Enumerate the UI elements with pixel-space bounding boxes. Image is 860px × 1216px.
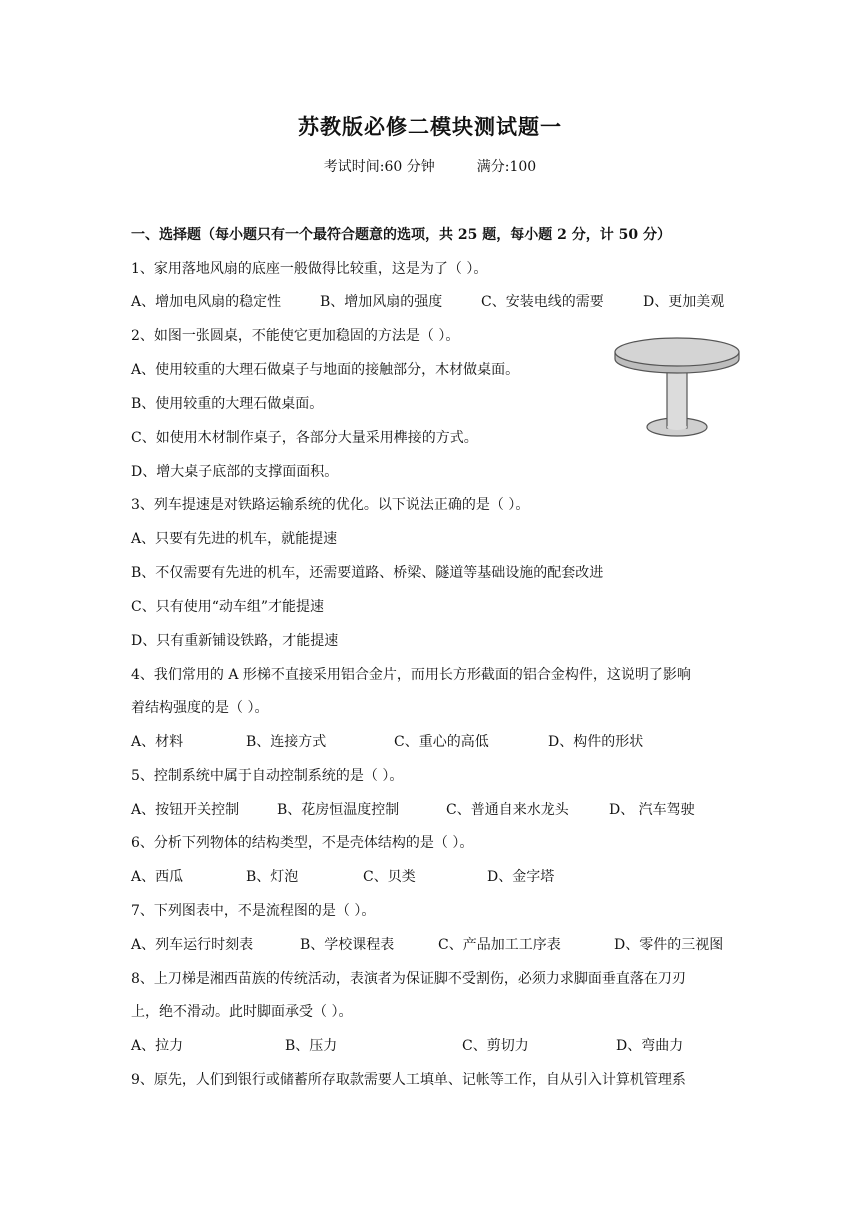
question-4-stem-line-2: 着结构强度的是（ ）。 [131, 700, 269, 716]
question-4-stem-line-1: 4、我们常用的 A 形梯不直接采用铝合金片，而用长方形截面的铝合金构件，这说明了影响 [131, 667, 691, 683]
question-7-option-c: C、产品加工工序表 [438, 937, 561, 953]
question-8-option-b: B、压力 [285, 1038, 338, 1054]
question-7-option-d: D、零件的三视图 [614, 937, 724, 953]
question-3-option-b: B、不仅需要有先进的机车，还需要道路、桥梁、隧道等基础设施的配套改进 [131, 565, 604, 581]
page-title: 苏教版必修二模块测试题一 [298, 114, 562, 139]
question-2-option-a: A、使用较重的大理石做桌子与地面的接触部分，木材做桌面。 [131, 362, 520, 378]
question-1-stem: 1、家用落地风扇的底座一般做得比较重，这是为了（ ）。 [131, 261, 488, 277]
question-1-option-d: D、更加美观 [643, 294, 725, 310]
question-5-stem: 5、控制系统中属于自动控制系统的是（ ）。 [131, 768, 404, 784]
table-top [615, 338, 739, 366]
question-8-option-a: A、拉力 [131, 1038, 184, 1054]
exam-info [0, 157, 860, 177]
exam-time: 考试时间:60 分钟 [323, 159, 435, 175]
round-table-icon [612, 332, 742, 442]
question-5-option-a: A、按钮开关控制 [131, 802, 240, 818]
question-1-option-c: C、安装电线的需要 [481, 294, 604, 310]
question-1-option-a: A、增加电风扇的稳定性 [131, 294, 282, 310]
question-8-option-c: C、剪切力 [462, 1038, 529, 1054]
question-6-option-a: A、西瓜 [131, 869, 184, 885]
question-7-option-b: B、学校课程表 [300, 937, 395, 953]
table-leg-foot [667, 424, 687, 430]
question-1-option-b: B、增加风扇的强度 [320, 294, 443, 310]
question-2-option-d: D、增大桌子底部的支撑面面积。 [131, 464, 339, 480]
section-heading: 一、选择题（每小题只有一个最符合题意的选项，共 25 题，每小题 2 分，计 50 分） [131, 227, 671, 243]
question-2-stem: 2、如图一张圆桌，不能使它更加稳固的方法是（ ）。 [131, 328, 460, 344]
question-5-option-c: C、普通自来水龙头 [446, 802, 569, 818]
question-3-option-a: A、只要有先进的机车，就能提速 [131, 531, 338, 547]
question-3-stem: 3、列车提速是对铁路运输系统的优化。以下说法正确的是（ ）。 [131, 497, 530, 513]
question-8-stem-line-2: 上，绝不滑动。此时脚面承受（ ）。 [131, 1004, 353, 1020]
question-9-stem-line-1: 9、原先，人们到银行或储蓄所存取款需要人工填单、记帐等工作，自从引入计算机管理系 [131, 1072, 686, 1088]
question-6-option-c: C、贝类 [363, 869, 416, 885]
question-2-option-c: C、如使用木材制作桌子，各部分大量采用榫接的方式。 [131, 430, 478, 446]
question-5-option-d: D、 汽车驾驶 [609, 802, 695, 818]
question-3-option-c: C、只有使用“动车组”才能提速 [131, 599, 325, 615]
question-6-option-d: D、金字塔 [487, 869, 555, 885]
question-4-option-b: B、连接方式 [246, 734, 327, 750]
question-2-option-b: B、使用较重的大理石做桌面。 [131, 396, 324, 412]
question-3-option-d: D、只有重新铺设铁路，才能提速 [131, 633, 339, 649]
question-7-stem: 7、下列图表中，不是流程图的是（ ）。 [131, 903, 376, 919]
question-4-option-d: D、构件的形状 [548, 734, 644, 750]
question-5-option-b: B、花房恒温度控制 [277, 802, 400, 818]
question-8-stem-line-1: 8、上刀梯是湘西苗族的传统活动，表演者为保证脚不受割伤，必须力求脚面垂直落在刀刃 [131, 971, 686, 987]
question-6-stem: 6、分析下列物体的结构类型，不是壳体结构的是（ ）。 [131, 835, 474, 851]
question-4-option-a: A、材料 [131, 734, 184, 750]
full-score: 满分:100 [476, 159, 537, 175]
question-7-option-a: A、列车运行时刻表 [131, 937, 254, 953]
question-6-option-b: B、灯泡 [246, 869, 299, 885]
question-4-option-c: C、重心的高低 [394, 734, 489, 750]
question-8-option-d: D、弯曲力 [616, 1038, 684, 1054]
